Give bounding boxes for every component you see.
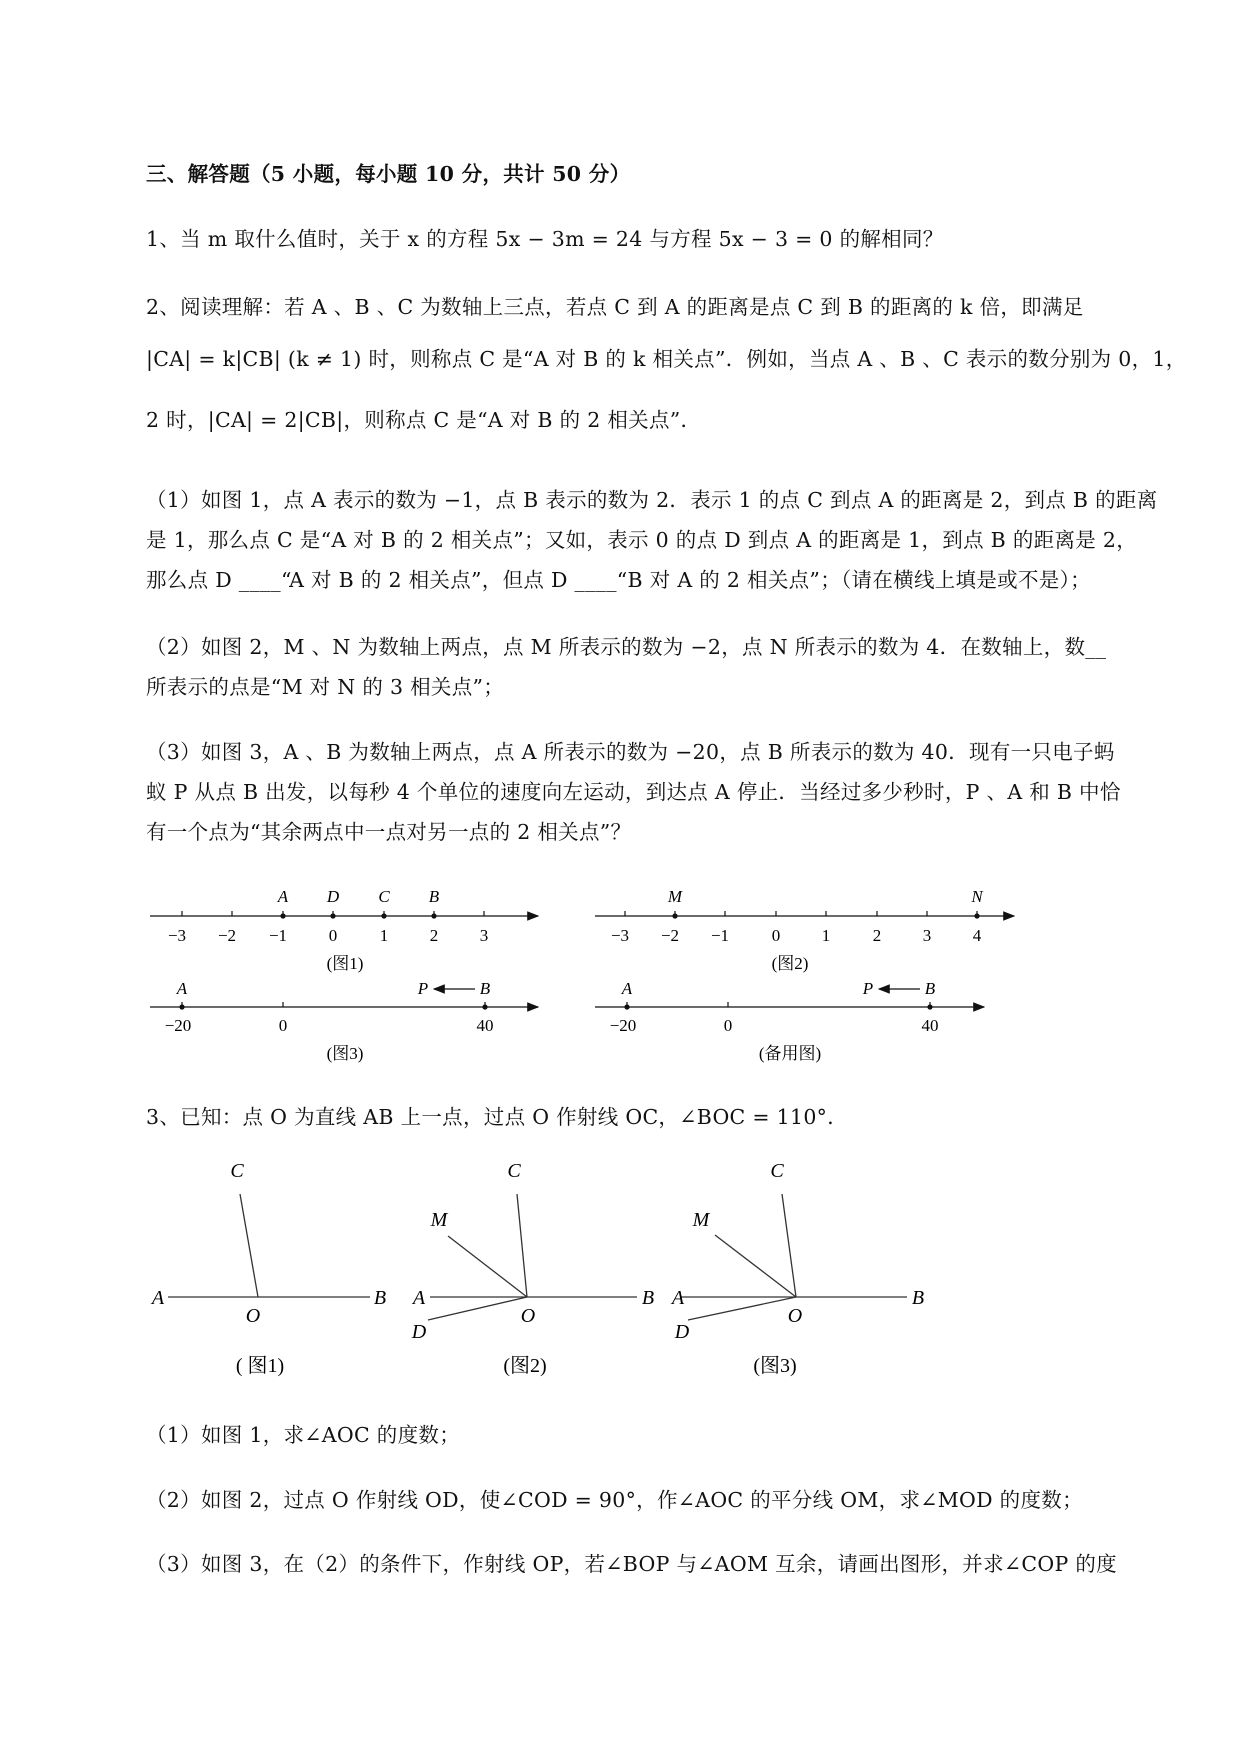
question-2-part-3-line-3: 有一个点为“其余两点中一点对另一点的 2 相关点”？ [146,820,632,844]
point-label: M [692,1209,710,1231]
figure-caption: (图3) [326,1044,364,1063]
question-2-line-2: |CA| = k|CB| (k ≠ 1) 时，则称点 C 是“A 对 B 的 k 相关点”．例如，当点 A 、B 、C 表示的数分别为 0，1， [146,347,1187,371]
tick-label: −3 [167,926,187,945]
tick-label: −2 [660,926,680,945]
tick-label: 40 [476,1016,494,1035]
point-label: A [277,887,289,906]
tick-label: 2 [872,926,882,945]
point-label: A [621,979,633,998]
tick-label: 0 [771,926,781,945]
tick-label: 1 [379,926,389,945]
figure-caption: (备用图) [758,1044,822,1063]
point-label: O [787,1305,803,1327]
figure-caption: ( 图1) [235,1355,285,1377]
tick-label: 2 [429,926,439,945]
point-label: D [326,887,340,906]
question-2-part-3-line-1: （3）如图 3，A 、B 为数轴上两点，点 A 所表示的数为 −20，点 B 所表示的数为 40．现有一只电子蚂 [146,740,1115,764]
point-label: D [411,1321,427,1343]
question-2-part-2-line-1: （2）如图 2，M 、N 为数轴上两点，点 M 所表示的数为 −2，点 N 所表示的数为 4．在数轴上，数__ [146,635,1107,659]
tick-label: −20 [609,1016,637,1035]
figure-caption: (图3) [753,1355,797,1377]
figure-caption: (图2) [771,954,809,973]
tick-label: 1 [821,926,831,945]
angle-fig-3 [680,1194,907,1320]
angle-figures [140,1150,960,1390]
point-label: B [373,1287,387,1309]
figure-caption: (图1) [326,954,364,973]
point-label: A [176,979,188,998]
point-label: C [770,1160,784,1182]
question-2-line-3: 2 时，|CA| = 2|CB|，则称点 C 是“A 对 B 的 2 相关点”． [146,408,702,432]
angle-fig-1 [168,1194,370,1297]
question-2-line-1: 2、阅读理解：若 A 、B 、C 为数轴上三点，若点 C 到 A 的距离是点 C 到 B 的距离的 k 倍，即满足 [146,295,1084,319]
point-label: D [674,1321,690,1343]
point-label: A [151,1287,165,1309]
tick-label: −3 [610,926,630,945]
number-line-figures [140,870,1040,1070]
point-label: P [417,979,429,998]
tick-label: 3 [479,926,489,945]
question-2-part-3-line-2: 蚁 P 从点 B 出发，以每秒 4 个单位的速度向左运动，到达点 A 停止．当经过多少秒时，P 、A 和 B 中恰 [146,780,1121,804]
question-1: 1、当 m 取什么值时，关于 x 的方程 5x − 3m = 24 与方程 5x − 3 = 0 的解相同？ [146,227,944,251]
point-label: N [971,887,983,906]
angle-fig-2 [428,1194,637,1320]
number-line-fig-2 [595,887,1014,973]
tick-label: −1 [268,926,288,945]
question-2-part-1-line-3: 那么点 D ____“A 对 B 的 2 相关点”，但点 D ____“B 对 A 的 2 相关点”；（请在横线上填是或不是）； [146,568,1091,592]
point-label: B [911,1287,925,1309]
tick-label: 0 [328,926,338,945]
point-label: A [412,1287,426,1309]
number-line-fig-spare [595,979,984,1063]
question-2-part-1-line-1: （1）如图 1，点 A 表示的数为 −1，点 B 表示的数为 2．表示 1 的点 C 到点 A 的距离是 2，到点 B 的距离 [146,488,1158,512]
tick-label: 4 [972,926,982,945]
question-3-part-1: （1）如图 1，求∠AOC 的度数； [146,1423,460,1447]
figure-caption: (图2) [503,1355,547,1377]
tick-label: −1 [710,926,730,945]
tick-label: −2 [217,926,237,945]
question-3-part-2: （2）如图 2，过点 O 作射线 OD，使∠COD = 90°，作∠AOC 的平分线 OM，求∠MOD 的度数； [146,1488,1083,1512]
point-label: C [378,887,390,906]
point-label: C [230,1160,244,1182]
question-2-part-2-line-2: 所表示的点是“M 对 N 的 3 相关点”； [146,675,505,699]
question-2-part-1-line-2: 是 1，那么点 C 是“A 对 B 的 2 相关点”；又如，表示 0 的点 D 到点 A 的距离是 1，到点 B 的距离是 2， [146,528,1138,552]
point-label: C [507,1160,521,1182]
point-label: B [924,979,936,998]
point-label: M [430,1209,448,1231]
tick-label: 0 [278,1016,288,1035]
point-label: O [520,1305,536,1327]
point-label: P [862,979,874,998]
section-title: 三、解答题（5 小题，每小题 10 分，共计 50 分） [146,162,631,186]
point-label: O [245,1305,261,1327]
point-label: A [671,1287,685,1309]
number-line-fig-3 [150,979,538,1063]
question-3-part-3: （3）如图 3，在（2）的条件下，作射线 OP，若∠BOP 与∠AOM 互余，请画出图形，并求∠COP 的度 [146,1552,1117,1576]
point-label: M [667,887,683,906]
number-line-fig-1 [150,887,538,973]
tick-label: 0 [723,1016,733,1035]
tick-label: −20 [164,1016,192,1035]
question-3-line-1: 3、已知：点 O 为直线 AB 上一点，过点 O 作射线 OC，∠BOC = 110°． [146,1105,849,1129]
point-label: B [428,887,440,906]
tick-label: 40 [921,1016,939,1035]
point-label: B [479,979,491,998]
tick-label: 3 [922,926,932,945]
point-label: B [641,1287,655,1309]
